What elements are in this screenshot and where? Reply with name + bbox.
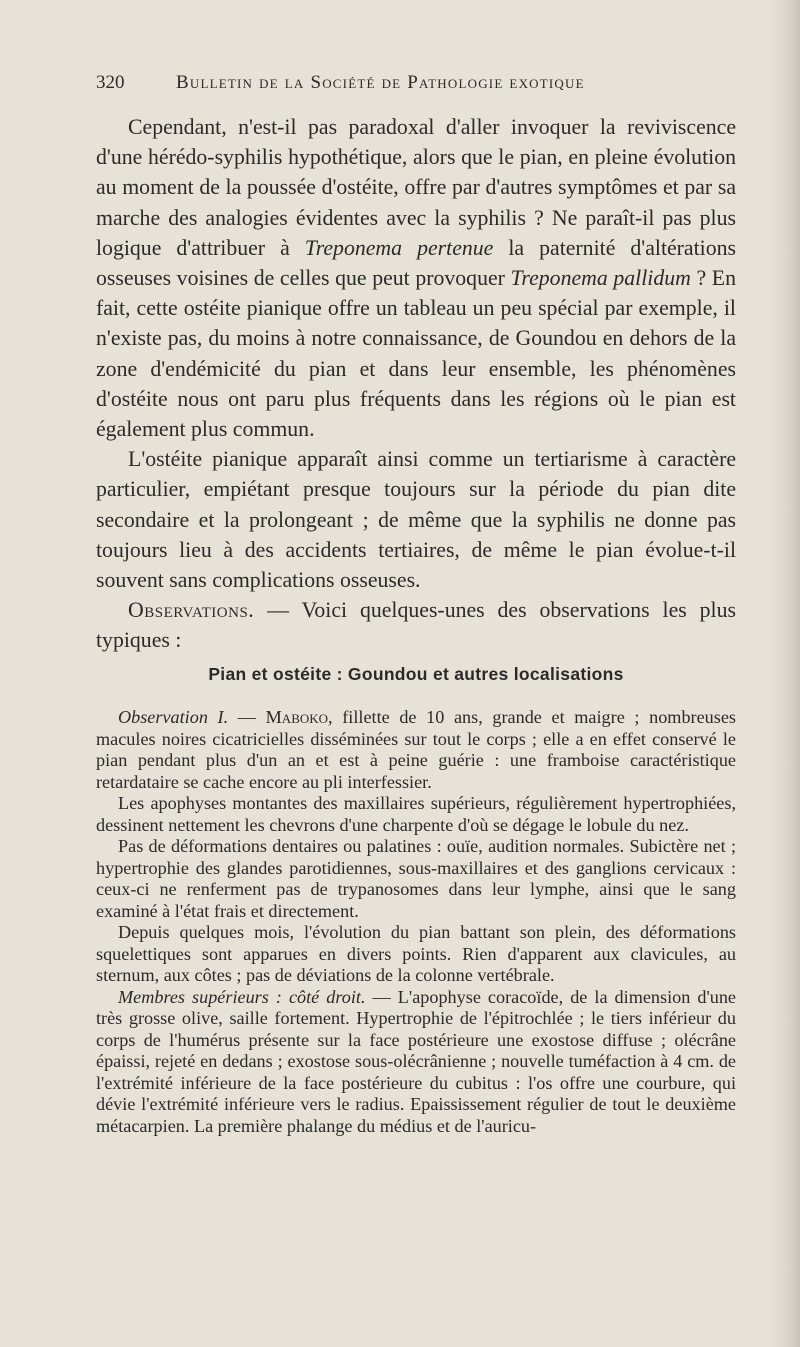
running-head xyxy=(96,72,656,102)
paragraph-1 xyxy=(96,112,736,444)
observation-paragraph-5-text: — L'apophyse coracoïde, de la dimension d'une très grosse olive, saille fortement. Hypertrophie de l'épitrochlée ; le tiers inférieur du corps de l'humérus présente sur la face postérieure une exostose diffuse ; olécrâne épaissi, rejeté en dedans ; exostose sous-olécrânienne ; nouvelle tuméfaction à 4 cm. de l'extrémité inférieure de la face postérieure du cubitus : l'os offre une courbure, qui dévie l'extrémité inférieure vers le radius. Epaississement régulier de tout le deuxième métacarpien. La première phalange du médius et de l'auricu- xyxy=(96,986,736,1136)
species-name-pallidum: Treponema pallidum xyxy=(510,266,691,291)
paragraph-1-text-a: Cependant, n'est-il pas paradoxal d'aller invoquer la reviviscence d'une hérédo-syphilis hypothétique, alors que le pian, en pleine évolution au moment de la poussée d'ostéite, offre par d'autres symptômes et par sa marche des analogies évidentes avec la syphilis ? Ne paraît-il pas plus logique d'attribuer à xyxy=(96,115,736,260)
observations-intro: — Voici quelques-unes des observations les plus typiques : xyxy=(96,598,736,653)
patient-name: Maboko, xyxy=(265,707,333,727)
section-heading: Pian et ostéite : Goundou et autres localisations xyxy=(208,664,624,684)
paragraph-1-text-e: ? En fait, cette ostéite pianique offre un tableau un peu spécial par exemple, il n'existe pas, du moins à notre connaissance, de Goundou en dehors de la zone d'endémicité du pian et dans leur ensemble, les phénomènes d'ostéite nous ont paru plus fréquents dans les régions où le pian est également plus commun. xyxy=(96,266,736,442)
observation-paragraph-5 xyxy=(96,987,736,1138)
main-text xyxy=(96,112,736,656)
species-name-pertenue: Treponema pertenue xyxy=(304,235,494,260)
paragraph-1-text-c: la paternité d'altérations osseuses voisines de celles que peut provoquer xyxy=(96,235,736,291)
page-edge-shadow xyxy=(770,0,800,1347)
observation-1-dash: — xyxy=(228,707,266,727)
observations-label: Observations. xyxy=(128,598,255,623)
observation-1-label: Observation I. xyxy=(118,707,229,727)
journal-title: Bulletin de la Société de Pathologie exotique xyxy=(176,72,585,93)
observation-text xyxy=(96,707,736,1137)
upper-limbs-label: Membres supérieurs : côté droit. xyxy=(118,986,366,1007)
observation-paragraph-2: Les apophyses montantes des maxillaires supérieurs, régulièrement hypertrophiées, dessinent nettement les chevrons d'une charpente d'où se dégage le lobule du nez. xyxy=(96,793,736,835)
observation-1 xyxy=(96,707,736,793)
paragraph-3 xyxy=(96,595,736,655)
paragraph-2: L'ostéite pianique apparaît ainsi comme un tertiarisme à caractère particulier, empiétant presque toujours sur la période du pian dite secondaire et la prolongeant ; de même que la syphilis ne donne pas toujours lieu à des accidents tertiaires, de même le pian évolue-t-il souvent sans complications osseuses. xyxy=(96,447,736,593)
observation-paragraph-4: Depuis quelques mois, l'évolution du pian battant son plein, des déformations squelettiques sont apparues en divers points. Rien d'apparent aux clavicules, au sternum, aux côtes ; pas de déviations de la colonne vertébrale. xyxy=(96,922,736,985)
page-number: 320 xyxy=(96,72,125,93)
observation-1-text: fillette de 10 ans, grande et maigre ; nombreuses macules noires cicatricielles disséminées sur tout le corps ; elle a en effet conservé le pian pendant plus d'un an et est à peine guérie : une framboise caractéristique retardataire se cache encore au pli interfessier. xyxy=(96,707,736,792)
observation-paragraph-3: Pas de déformations dentaires ou palatines : ouïe, audition normales. Subictère net ; hypertrophie des glandes parotidiennes, sous-maxillaires et des ganglions cervicaux : ceux-ci ne renferment pas de trypanosomes dans leur lymphe, ainsi que le sang examiné à l'état frais et directement. xyxy=(96,836,736,921)
